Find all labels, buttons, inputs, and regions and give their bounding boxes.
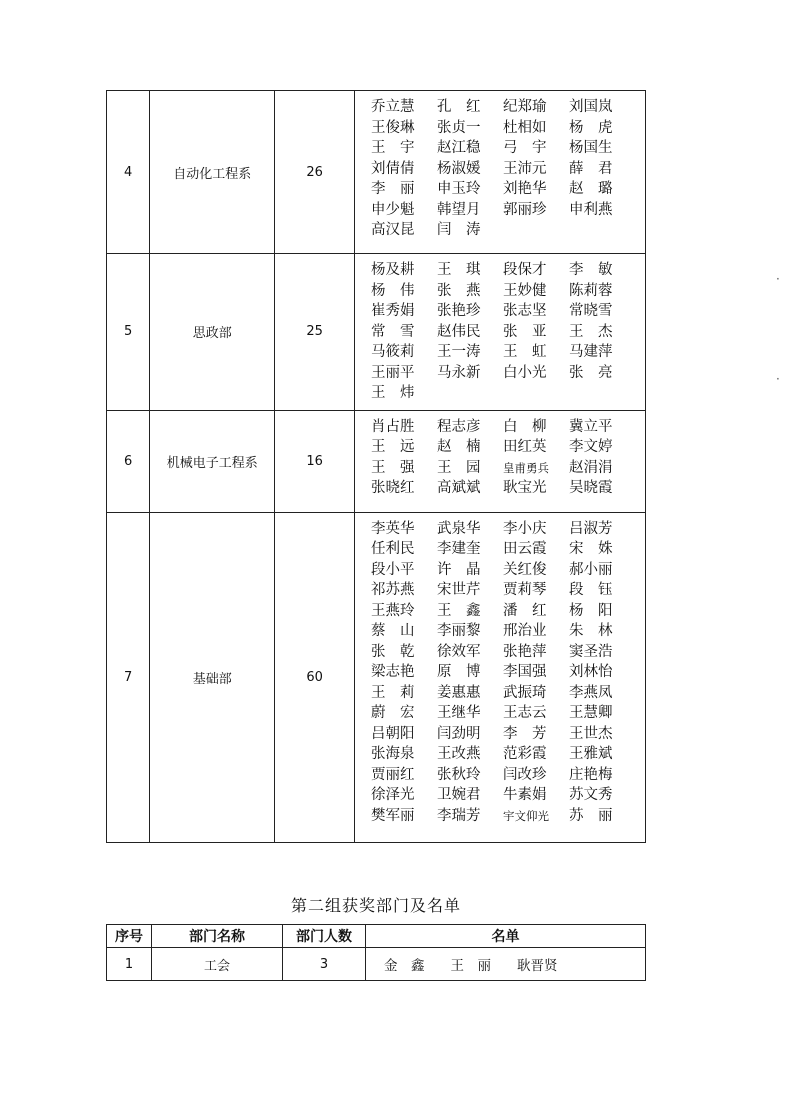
person-name: 王丽平 [371,364,415,381]
person-name: 高斌斌 [437,480,481,496]
row-index: 6 [107,410,150,512]
row-index: 1 [107,948,152,981]
person-name: 段保才 [503,262,547,278]
row-department: 自动化工程系 [150,91,275,254]
person-name: 杜相如 [503,119,547,136]
names-grid [371,417,635,499]
person-name: 马建萍 [569,344,613,360]
person-name: 朱 林 [569,623,613,639]
person-name: 田云霞 [503,541,547,557]
person-name: 白小光 [503,364,547,381]
person-name: 乔立慧 [371,99,415,115]
person-name: 赵涓涓 [569,459,613,476]
person-name: 李文婷 [569,439,613,455]
person-name: 王 炜 [371,385,415,401]
person-name: 王俊琳 [371,119,415,136]
person-name: 王 鑫 [437,602,481,619]
person-name: 王志云 [503,705,547,721]
person-name: 杨 阳 [569,602,613,619]
person-name: 程志彦 [437,418,481,435]
names-grid [371,260,635,404]
person-name: 蔚 宏 [371,705,415,721]
row-index: 7 [107,512,150,842]
person-name: 田红英 [503,439,547,455]
person-name: 王 强 [371,459,415,476]
person-name: 祁苏燕 [371,582,415,598]
person-name: 申利燕 [569,201,613,218]
table-row [107,254,646,411]
person-name: 吕淑芳 [569,520,613,537]
person-name: 苏 丽 [569,807,613,824]
row-index: 4 [107,91,150,254]
row-count: 3 [283,948,366,981]
person-name: 潘 红 [503,602,547,619]
row-names [355,254,646,411]
person-name: 徐效军 [437,643,481,660]
person-name: 武振琦 [503,684,547,701]
person-name: 张贞一 [437,119,481,136]
person-name: 窦圣浩 [569,643,613,660]
person-name: 徐泽光 [371,787,415,803]
person-name: 李建奎 [437,541,481,557]
header-department: 部门名称 [152,925,283,948]
row-names [355,512,646,842]
scan-mark: · [776,372,780,386]
person-name: 王一涛 [437,344,481,360]
person-name: 姜惠惠 [437,684,481,701]
person-name: 王 园 [437,459,481,476]
person-name: 李瑞芳 [437,807,481,824]
person-name: 纪郑瑜 [503,99,547,115]
row-names [366,948,646,981]
person-name: 牛素娟 [503,787,547,803]
person-name: 任利民 [371,541,415,557]
person-name: 张海泉 [371,746,415,762]
person-name: 韩望月 [437,201,481,218]
person-name: 刘林怡 [569,664,613,680]
person-name: 武泉华 [437,520,481,537]
person-name: 申少魁 [371,201,415,218]
row-names [355,410,646,512]
person-name: 王 丽 [450,958,491,974]
person-name: 王燕玲 [371,602,415,619]
row-department: 工会 [152,948,283,981]
table-header-row [107,925,646,948]
person-name: 孔 红 [437,99,481,115]
row-count: 26 [275,91,355,254]
person-name: 申玉玲 [437,181,481,197]
person-name: 耿宝光 [503,480,547,496]
group2-table-title: 第二组获奖部门及名单 [290,896,461,915]
table-row [107,512,646,842]
person-name: 赵伟民 [437,323,481,340]
person-name: 崔秀娟 [371,303,415,319]
person-name: 苏文秀 [569,787,613,803]
person-name: 宇文仰光 [503,808,549,823]
person-name: 郝小丽 [569,561,613,578]
person-name: 杨及耕 [371,262,415,278]
person-name: 杨 虎 [569,119,613,136]
header-names: 名单 [366,925,646,948]
person-name: 张 亮 [569,364,613,381]
row-names [355,91,646,254]
person-name: 杨淑媛 [437,160,481,177]
names-grid [371,519,635,827]
person-name: 王继华 [437,705,481,721]
person-name: 王沛元 [503,160,547,177]
person-name: 蔡 山 [371,623,415,639]
header-count: 部门人数 [283,925,366,948]
person-name: 吴晓霞 [569,480,613,496]
person-name: 张秋玲 [437,766,481,783]
scan-mark: · [776,272,780,286]
person-name: 王雅斌 [569,746,613,762]
person-name: 王改燕 [437,746,481,762]
person-name: 张艳珍 [437,303,481,319]
person-name: 邢治业 [503,623,547,639]
person-name: 李英华 [371,520,415,537]
award-list-table-group1 [106,90,646,843]
person-name: 贾莉琴 [503,582,547,598]
person-name: 范彩霞 [503,746,547,762]
person-name: 赵 璐 [569,181,613,197]
person-name: 原 博 [437,664,481,680]
person-name: 高汉昆 [371,222,415,238]
row-count: 16 [275,410,355,512]
person-name: 弓 宇 [503,140,547,156]
person-name: 王妙健 [503,282,547,299]
person-name: 冀立平 [569,418,613,435]
person-name: 刘倩倩 [371,160,415,177]
person-name: 张 亚 [503,323,547,340]
person-name: 薛 君 [569,160,613,177]
person-name: 李 芳 [503,725,547,742]
person-name: 刘国岚 [569,99,613,115]
row-department: 思政部 [150,254,275,411]
person-name: 张艳萍 [503,643,547,660]
person-name: 庄艳梅 [569,766,613,783]
person-name: 张晓红 [371,480,415,496]
person-name: 王 虹 [503,344,547,360]
person-name: 王 宇 [371,140,415,156]
person-name: 金 鑫 [384,958,425,974]
person-name: 段 钰 [569,582,613,598]
person-name: 李小庆 [503,520,547,537]
names-grid [371,97,635,241]
person-name: 宋世芹 [437,582,481,598]
person-name: 李国强 [503,664,547,680]
person-name: 闫 涛 [437,222,481,238]
person-name: 杨国生 [569,140,613,156]
table-row [107,948,646,981]
person-name: 王 杰 [569,323,613,340]
person-name: 张志坚 [503,303,547,319]
person-name: 王 远 [371,439,415,455]
person-name: 宋 姝 [569,541,613,557]
person-name: 马永新 [437,364,481,381]
person-name: 王世杰 [569,725,613,742]
table-row [107,91,646,254]
person-name: 王慧卿 [569,705,613,721]
person-name: 关红俊 [503,561,547,578]
person-name: 张 乾 [371,643,415,660]
row-index: 5 [107,254,150,411]
person-name: 王 琪 [437,262,481,278]
award-list-table-group2 [106,924,646,981]
person-name: 吕朝阳 [371,725,415,742]
person-name: 马筱莉 [371,344,415,360]
person-name: 张 燕 [437,282,481,299]
person-name: 耿晋贤 [517,958,558,974]
row-department: 基础部 [150,512,275,842]
person-name: 白 柳 [503,418,547,435]
person-name: 皇甫勇兵 [503,460,549,475]
person-name: 赵 楠 [437,439,481,455]
person-name: 郭丽珍 [503,201,547,218]
row-department: 机械电子工程系 [150,410,275,512]
person-name: 赵江稳 [437,140,481,156]
table-row [107,410,646,512]
person-name: 梁志艳 [371,664,415,680]
person-name: 段小平 [371,561,415,578]
person-name: 李丽黎 [437,623,481,639]
person-name: 闫改珍 [503,766,547,783]
row-count: 25 [275,254,355,411]
person-name: 李 丽 [371,181,415,197]
person-name: 闫劲明 [437,725,481,742]
person-name: 陈莉蓉 [569,282,613,299]
row-count: 60 [275,512,355,842]
person-name: 卫婉君 [437,787,481,803]
person-name: 樊军丽 [371,807,415,824]
person-name: 李 敏 [569,262,613,278]
person-name: 刘艳华 [503,181,547,197]
person-name: 常晓雪 [569,303,613,319]
person-name: 李燕凤 [569,684,613,701]
person-name: 常 雪 [371,323,415,340]
header-index: 序号 [107,925,152,948]
person-name: 杨 伟 [371,282,415,299]
person-name: 王 莉 [371,684,415,701]
person-name: 许 晶 [437,561,481,578]
person-name: 肖占胜 [371,418,415,435]
person-name: 贾丽红 [371,766,415,783]
